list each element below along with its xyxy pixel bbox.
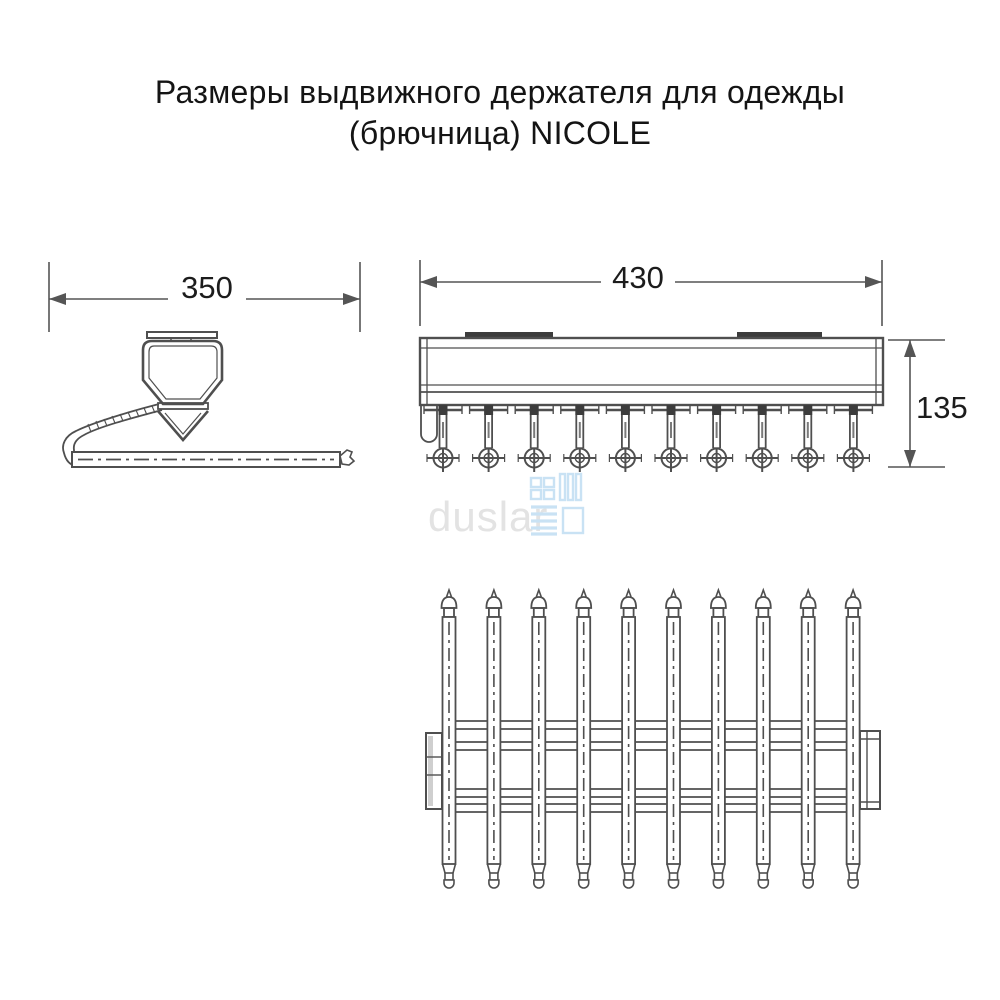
side-view-drawing <box>40 255 380 485</box>
page-title-line1: Размеры выдвижного держателя для одежды <box>154 74 846 110</box>
top-view-drawing <box>408 582 898 902</box>
dim-arrow-down-icon <box>904 450 916 467</box>
front-hanger-row <box>424 405 872 472</box>
hanger-hook-front <box>470 405 508 472</box>
dim-arrow-left-icon <box>420 276 437 288</box>
hanger-hook-front <box>606 405 644 472</box>
hanger-rod-top <box>711 590 726 888</box>
page-title <box>0 72 1000 154</box>
side-view-rod <box>72 450 354 467</box>
hanger-hook-front <box>698 405 736 472</box>
top-view-right-bracket <box>860 731 880 809</box>
hanger-rod-top <box>756 590 771 888</box>
hanger-hook-front <box>424 405 462 472</box>
dimension-label-side-width: 350 <box>181 270 233 305</box>
watermark-text: duslar <box>428 493 549 540</box>
hanger-rod-top <box>801 590 816 888</box>
hanger-hook-front <box>789 405 827 472</box>
hanger-hook-front <box>834 405 872 472</box>
dim-arrow-up-icon <box>904 340 916 357</box>
dim-arrow-left-icon <box>49 293 66 305</box>
page-title-line2: (брючница) NICOLE <box>348 115 652 151</box>
hanger-rod-top <box>846 590 861 888</box>
dimension-label-front-height: 135 <box>916 390 968 425</box>
top-view-left-bracket <box>426 733 442 809</box>
hanger-rod-top <box>666 590 681 888</box>
rod-end-hook <box>340 450 354 465</box>
hanger-rod-top <box>576 590 591 888</box>
dimension-label-front-width: 430 <box>612 260 664 295</box>
hanger-hook-front <box>561 405 599 472</box>
hanger-rod-top <box>531 590 546 888</box>
hanger-rod-top <box>621 590 636 888</box>
dim-arrow-right-icon <box>343 293 360 305</box>
hanger-rod-top <box>486 590 501 888</box>
dim-arrow-right-icon <box>865 276 882 288</box>
hanger-hook-front <box>515 405 553 472</box>
side-view-bracket <box>143 332 222 440</box>
top-rod-row <box>442 590 861 888</box>
hanger-hook-front <box>652 405 690 472</box>
hanger-hook-front <box>743 405 781 472</box>
watermark-logo-icon <box>529 472 587 538</box>
front-view-drawing <box>405 248 975 483</box>
hanger-rod-top <box>442 590 457 888</box>
top-view-rails <box>442 721 860 812</box>
